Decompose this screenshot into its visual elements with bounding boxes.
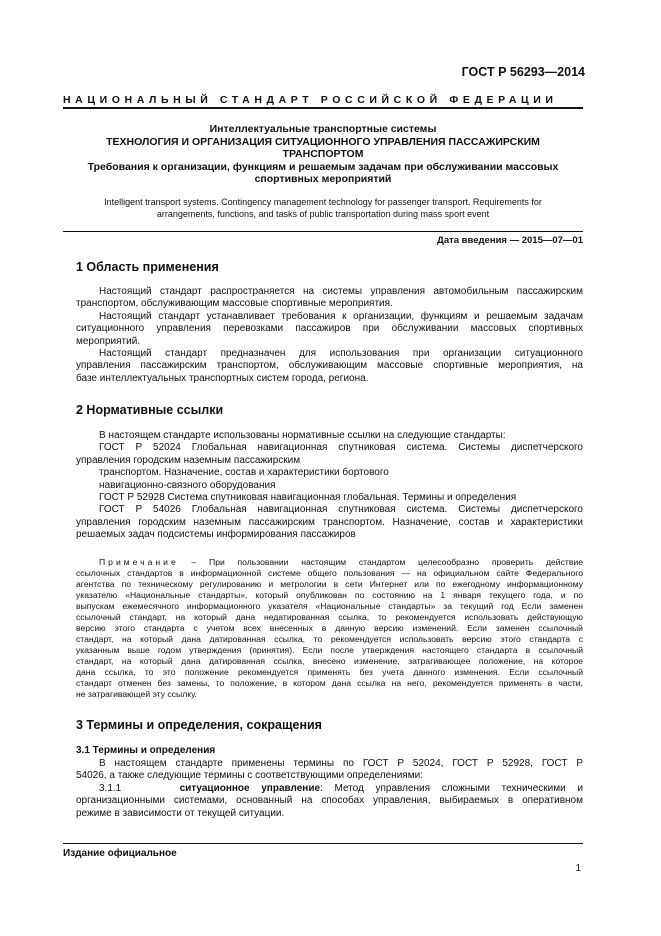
section-heading: 1 Область применения (76, 260, 219, 274)
note-label: Примечание (99, 557, 179, 567)
reference-line: транспортом. Назначение, состав и характеристики бортового (99, 467, 389, 479)
note-line: стандарт, на который дана датированная ссылка, то рекомендуется использовать версию этого стандарта с (76, 634, 583, 644)
text-line: Настоящий стандарт предназначен для использования при организации ситуационного (99, 348, 583, 359)
term-line (76, 795, 583, 807)
text-line: управления пассажирским транспортом, обслуживающим массовые спортивные мероприятия, на (76, 360, 583, 372)
note-line: выпускам ежемесячного информационного указателя «Национальные стандарты» за текущий год Если заменен (76, 601, 583, 611)
paragraph-line (99, 286, 583, 298)
note-text: – При пользовании настоящим стандартом целесообразно проверить действие (178, 557, 583, 567)
note-line: агентства по техническому регулированию и метрологии в сети Интернет или по ежегодному информационному (76, 579, 583, 589)
national-standard-banner: НАЦИОНАЛЬНЫЙ СТАНДАРТ РОССИЙСКОЙ ФЕДЕРАЦИИ (63, 94, 558, 106)
note-block (76, 557, 583, 700)
reference-line (99, 442, 583, 454)
section-heading: 2 Нормативные ссылки (76, 403, 224, 417)
paragraph-line: транспортом, обслуживающим массовые спортивные мероприятия. (76, 298, 393, 310)
title-line: спортивных мероприятий (254, 173, 392, 185)
reference-line (99, 504, 583, 516)
term-definition: : Метод управления сложными техническими и (320, 782, 583, 794)
paragraph-line: В настоящем стандарте использованы нормативные ссылки на следующие стандарты: (99, 430, 506, 441)
note-line: стандарт отменен без замены, то положение, в котором дана ссылка на него, рекомендуется применять в части, (76, 678, 583, 688)
title-rule (63, 231, 583, 232)
footer-rule (63, 843, 583, 844)
page-number: 1 (575, 863, 581, 874)
term-line: режиме в зависимости от текущей ситуации. (76, 807, 285, 819)
title-block (63, 123, 583, 186)
note-line: версию этого стандарта с учетом всех внесенных в данную версию изменений. Если заменен ссылочный (76, 623, 583, 633)
reference-line (76, 517, 583, 529)
reference-line: решаемых задач подсистемы информирования пассажиров (76, 529, 356, 541)
text-line: Настоящий стандарт распространяется на системы управления автомобильным пассажирским (99, 286, 583, 297)
title-line: Требования к организации, функциям и решаемым задачам при обслуживании массовых (87, 160, 559, 173)
header-rule (63, 107, 583, 109)
paragraph-line (99, 348, 583, 360)
english-title-line: Intelligent transport systems. Contingency management technology for passenger transport. Requirements for (104, 197, 542, 207)
english-title (63, 196, 583, 220)
note-line: не затрагивающей эту ссылку. (76, 689, 197, 699)
date-of-introduction: Дата введения — 2015—07—01 (437, 235, 583, 246)
paragraph-line: мероприятий. (76, 335, 141, 347)
note-line: дана ссылка, то это положение рекомендуется применять без учета данного изменения. Если ссылочный (76, 667, 583, 677)
edition-label: Издание официальное (63, 848, 177, 859)
paragraph-line: базе интеллектуальных транспортных систем города, региона. (76, 372, 369, 384)
text-line: Настоящий стандарт устанавливает требования к организации, функциям и решаемым задачам (99, 310, 583, 322)
note-line: ссылочных стандартов в информационной системе общего пользования — на официальном сайте Федерального (76, 568, 583, 578)
reference-line: управления городским наземным пассажирским (76, 454, 301, 466)
text-line: В настоящем стандарте применены термины по ГОСТ Р 52024, ГОСТ Р 52928, ГОСТ Р (99, 758, 583, 769)
note-line: указанным выше годом утверждения (принятия). Если после утверждения настоящего стандарта в ссылочный (76, 645, 583, 655)
reference-line: навигационно-связного оборудования (99, 479, 276, 491)
note-line (76, 557, 583, 568)
subsection-heading: 3.1 Термины и определения (76, 745, 216, 756)
text-line: организационными системами, основанный на способах управления, выбираемых в оперативном (76, 795, 583, 807)
text-line: ГОСТ Р 52024 Глобальная навигационная спутниковая система. Системы диспетчерского (99, 442, 583, 454)
text-line: управления городским наземным пассажирским транспортом. Назначение, состав и характеристики (76, 516, 583, 528)
paragraph-line (99, 311, 583, 323)
reference-line: ГОСТ Р 52928 Система спутниковая навигационная глобальная. Термины и определения (99, 492, 517, 503)
title-line: ТЕХНОЛОГИЯ И ОРГАНИЗАЦИЯ СИТУАЦИОННОГО УПРАВЛЕНИЯ ПАССАЖИРСКИМ (106, 135, 540, 148)
paragraph-line (99, 758, 583, 770)
term-line (99, 783, 583, 795)
english-title-line: arrangements, functions, and tasks of public transportation during mass sport event (156, 209, 490, 219)
term-number: 3.1.1 (99, 782, 122, 794)
text-line: ситуационного управления перевозками пассажиров при обслуживании массовых спортивных (76, 323, 583, 335)
term-name: ситуационное управление (179, 782, 321, 794)
paragraph-line: 54026, а также следующие термины с соответствующими определениями: (76, 770, 423, 782)
text-line: ГОСТ Р 54026 Глобальная навигационная спутниковая система. Системы диспетчерского (99, 504, 583, 516)
standard-number: ГОСТ Р 56293—2014 (461, 65, 585, 79)
title-line: ТРАНСПОРТОМ (282, 148, 364, 160)
paragraph-line (76, 360, 583, 372)
term-definition-line (99, 783, 583, 795)
note-line: ссылочный стандарт, на который дана недатированная ссылка, то рекомендуется использовать действующую (76, 612, 583, 622)
title-line: Интеллектуальные транспортные системы (209, 123, 437, 135)
paragraph-line (76, 323, 583, 335)
note-line: стандарт, на который дана датированная ссылка, внесено изменение, затрагивающее положение, на которое (76, 656, 583, 666)
section-heading: 3 Термины и определения, сокращения (76, 718, 322, 732)
note-line: указателю «Национальные стандарты», который опубликован по состоянию на 1 января текущего года, и по (76, 590, 583, 600)
